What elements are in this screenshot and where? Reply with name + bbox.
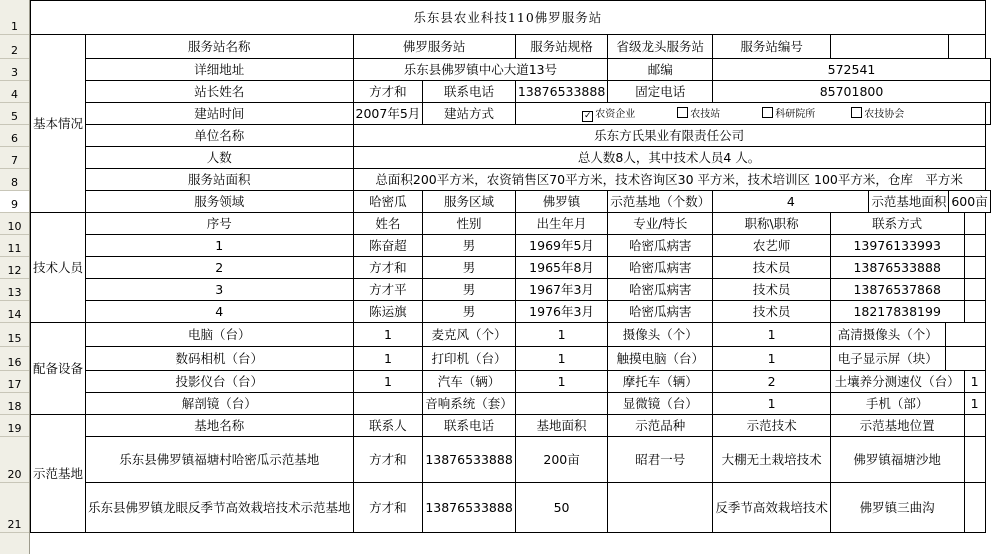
section-equip[interactable]: 配备设备 bbox=[31, 323, 86, 415]
tech-major[interactable]: 哈密瓜病害 bbox=[608, 235, 713, 257]
tech-gender[interactable]: 男 bbox=[423, 235, 516, 257]
row-number[interactable]: 14 bbox=[0, 301, 29, 323]
address-value[interactable]: 乐东县佛罗镇中心大道13号 bbox=[353, 59, 608, 81]
area-label[interactable]: 服务站面积 bbox=[86, 169, 354, 191]
equip-value[interactable]: 1 bbox=[713, 323, 831, 347]
option-agri-enterprise[interactable]: ✓ 农资企业 bbox=[584, 109, 636, 121]
fixed-phone-value[interactable]: 85701800 bbox=[713, 81, 990, 103]
row-9 bbox=[31, 191, 991, 213]
tech-contact[interactable]: 13976133993 bbox=[830, 235, 964, 257]
row-8 bbox=[31, 169, 991, 191]
row-5 bbox=[31, 103, 991, 125]
tech-birth[interactable]: 1967年3月 bbox=[515, 279, 607, 301]
option-agri-tech-association[interactable]: 农技协会 bbox=[851, 107, 904, 122]
row-number[interactable]: 21 bbox=[0, 483, 29, 533]
tech-header-gender[interactable]: 性别 bbox=[423, 213, 516, 235]
equip-label[interactable]: 触摸电脑（台） bbox=[608, 347, 713, 371]
demo-header-name[interactable]: 基地名称 bbox=[86, 415, 354, 437]
demo-phone[interactable]: 13876533888 bbox=[423, 483, 516, 533]
station-code-label[interactable]: 服务站编号 bbox=[713, 35, 831, 59]
region-value[interactable]: 佛罗镇 bbox=[515, 191, 607, 213]
demo-contact[interactable]: 方才和 bbox=[353, 437, 423, 483]
tech-no[interactable]: 2 bbox=[86, 257, 354, 279]
tech-row bbox=[31, 279, 991, 301]
demo-tech[interactable]: 大棚无土栽培技术 bbox=[713, 437, 831, 483]
unit-name-value[interactable]: 乐东方氏果业有限责任公司 bbox=[353, 125, 985, 147]
equip-value[interactable]: 1 bbox=[353, 371, 423, 393]
tech-gender[interactable]: 男 bbox=[423, 257, 516, 279]
tech-contact[interactable]: 13876533888 bbox=[830, 257, 964, 279]
equip-label[interactable]: 打印机（台） bbox=[423, 347, 516, 371]
tech-name[interactable]: 陈运旗 bbox=[353, 301, 423, 323]
area-value[interactable]: 总面积200平方米，农资销售区70平方米，技术咨询区30 平方米，技术培训区 100平方米，仓库 平方米 bbox=[353, 169, 985, 191]
row-number[interactable]: 15 bbox=[0, 323, 29, 347]
equip-label[interactable]: 麦克风（个） bbox=[423, 323, 516, 347]
equip-label[interactable]: 摄像头（个） bbox=[608, 323, 713, 347]
checkbox[interactable] bbox=[677, 107, 688, 118]
row-header-column bbox=[0, 0, 30, 554]
empty-cell[interactable] bbox=[964, 235, 985, 257]
equip-label[interactable]: 电子显示屏（块） bbox=[830, 347, 945, 371]
build-time-label[interactable]: 建站时间 bbox=[86, 103, 354, 125]
row-number[interactable]: 19 bbox=[0, 415, 29, 437]
tech-major[interactable]: 哈密瓜病害 bbox=[608, 257, 713, 279]
tech-name[interactable]: 方才平 bbox=[353, 279, 423, 301]
demo-header-tech[interactable]: 示范技术 bbox=[713, 415, 831, 437]
station-name-label[interactable]: 服务站名称 bbox=[86, 35, 354, 59]
row-2 bbox=[31, 35, 991, 59]
empty-cell[interactable] bbox=[964, 483, 985, 533]
tech-title[interactable]: 技术员 bbox=[713, 257, 831, 279]
equip-value[interactable] bbox=[515, 393, 607, 415]
base-count-value[interactable]: 4 bbox=[713, 191, 869, 213]
title-row bbox=[31, 1, 991, 35]
equip-value[interactable]: 1 bbox=[515, 347, 607, 371]
tech-header-no[interactable]: 序号 bbox=[86, 213, 354, 235]
row-number[interactable]: 9 bbox=[0, 191, 29, 213]
tech-row bbox=[31, 235, 991, 257]
field-value[interactable]: 哈密瓜 bbox=[353, 191, 423, 213]
zip-value[interactable]: 572541 bbox=[713, 59, 990, 81]
equip-row bbox=[31, 393, 991, 415]
demo-phone[interactable]: 13876533888 bbox=[423, 437, 516, 483]
base-area-value[interactable]: 600亩 bbox=[949, 191, 990, 213]
row-number[interactable]: 10 bbox=[0, 213, 29, 235]
equip-label[interactable]: 摩托车（辆） bbox=[608, 371, 713, 393]
equip-value[interactable]: 1 bbox=[713, 393, 831, 415]
demo-location[interactable]: 佛罗镇福塘沙地 bbox=[830, 437, 964, 483]
equip-value[interactable]: 1 bbox=[515, 371, 607, 393]
equip-label[interactable]: 显微镜（台） bbox=[608, 393, 713, 415]
demo-tech[interactable]: 反季节高效栽培技术 bbox=[713, 483, 831, 533]
tech-name[interactable]: 陈奋超 bbox=[353, 235, 423, 257]
checkbox-checked[interactable]: ✓ bbox=[584, 111, 592, 121]
tech-header-major[interactable]: 专业/特长 bbox=[608, 213, 713, 235]
row-number[interactable]: 7 bbox=[0, 147, 29, 169]
checkbox[interactable] bbox=[762, 107, 773, 118]
option-research-institute[interactable]: 科研院所 bbox=[762, 107, 815, 122]
tech-birth[interactable]: 1976年3月 bbox=[515, 301, 607, 323]
equip-value[interactable]: 1 bbox=[353, 323, 423, 347]
row-number[interactable]: 20 bbox=[0, 437, 29, 483]
sheet-title[interactable]: 乐东县农业科技110佛罗服务站 bbox=[31, 1, 986, 35]
row-number[interactable]: 18 bbox=[0, 393, 29, 415]
row-19 bbox=[31, 415, 991, 437]
equip-row bbox=[31, 347, 991, 371]
station-spec-value[interactable]: 省级龙头服务站 bbox=[608, 35, 713, 59]
demo-header-variety[interactable]: 示范品种 bbox=[608, 415, 713, 437]
row-7 bbox=[31, 147, 991, 169]
equip-value[interactable] bbox=[945, 323, 985, 347]
tech-no[interactable]: 4 bbox=[86, 301, 354, 323]
tech-gender[interactable]: 男 bbox=[423, 279, 516, 301]
build-mode-label[interactable]: 建站方式 bbox=[423, 103, 516, 125]
equip-label[interactable]: 手机（部） bbox=[830, 393, 964, 415]
tech-title[interactable]: 技术员 bbox=[713, 279, 831, 301]
tech-birth[interactable]: 1969年5月 bbox=[515, 235, 607, 257]
equip-value[interactable] bbox=[353, 393, 423, 415]
equip-row bbox=[31, 371, 991, 393]
demo-variety[interactable] bbox=[608, 483, 713, 533]
demo-header-contact[interactable]: 联系人 bbox=[353, 415, 423, 437]
build-time-value[interactable]: 2007年5月 bbox=[353, 103, 423, 125]
tech-major[interactable]: 哈密瓜病害 bbox=[608, 301, 713, 323]
equip-value[interactable] bbox=[945, 347, 985, 371]
row-number[interactable]: 1 bbox=[0, 1, 29, 35]
phone-value[interactable]: 13876533888 bbox=[515, 81, 607, 103]
demo-row bbox=[31, 483, 991, 533]
demo-area[interactable]: 50 bbox=[515, 483, 607, 533]
people-value[interactable]: 总人数8人，其中技术人员4 人。 bbox=[353, 147, 985, 169]
tech-contact[interactable]: 18217838199 bbox=[830, 301, 964, 323]
equip-label[interactable]: 数码相机（台） bbox=[86, 347, 354, 371]
section-basic[interactable]: 基本情况 bbox=[31, 35, 86, 213]
empty-cell[interactable] bbox=[964, 301, 985, 323]
phone-label[interactable]: 联系电话 bbox=[423, 81, 516, 103]
equip-value[interactable]: 1 bbox=[515, 323, 607, 347]
people-label[interactable]: 人数 bbox=[86, 147, 354, 169]
row-number[interactable]: 17 bbox=[0, 371, 29, 393]
tech-name[interactable]: 方才和 bbox=[353, 257, 423, 279]
tech-header-name[interactable]: 姓名 bbox=[353, 213, 423, 235]
field-label[interactable]: 服务领域 bbox=[86, 191, 354, 213]
section-tech[interactable]: 技术人员 bbox=[31, 213, 86, 323]
row-number[interactable]: 6 bbox=[0, 125, 29, 147]
station-code-value[interactable] bbox=[830, 35, 949, 59]
row-number[interactable]: 8 bbox=[0, 169, 29, 191]
option-agri-tech-station[interactable]: 农技站 bbox=[677, 107, 720, 122]
fixed-phone-label[interactable]: 固定电话 bbox=[608, 81, 713, 103]
equip-label[interactable]: 土壤养分测速仪（台） bbox=[830, 371, 964, 393]
section-demo[interactable]: 示范基地 bbox=[31, 415, 86, 533]
tech-no[interactable]: 3 bbox=[86, 279, 354, 301]
region-label[interactable]: 服务区域 bbox=[423, 191, 516, 213]
tech-row bbox=[31, 301, 991, 323]
equip-value[interactable]: 1 bbox=[713, 347, 831, 371]
row-number[interactable]: 12 bbox=[0, 257, 29, 279]
station-name-value[interactable]: 佛罗服务站 bbox=[353, 35, 515, 59]
demo-row bbox=[31, 437, 991, 483]
service-station-table bbox=[30, 0, 991, 533]
base-count-label[interactable]: 示范基地（个数） bbox=[608, 191, 713, 213]
empty-cell[interactable] bbox=[964, 415, 985, 437]
empty-cell[interactable] bbox=[985, 103, 990, 125]
row-number[interactable]: 3 bbox=[0, 59, 29, 81]
tech-header-contact[interactable]: 联系方式 bbox=[830, 213, 964, 235]
row-number[interactable]: 16 bbox=[0, 347, 29, 371]
demo-header-phone[interactable]: 联系电话 bbox=[423, 415, 516, 437]
tech-row bbox=[31, 257, 991, 279]
equip-label[interactable]: 汽车（辆） bbox=[423, 371, 516, 393]
tech-header-title[interactable]: 职称\职称 bbox=[713, 213, 831, 235]
row-number[interactable]: 2 bbox=[0, 35, 29, 59]
row-4 bbox=[31, 81, 991, 103]
head-label[interactable]: 站长姓名 bbox=[86, 81, 354, 103]
row-number[interactable]: 13 bbox=[0, 279, 29, 301]
tech-title[interactable]: 农艺师 bbox=[713, 235, 831, 257]
demo-base-name[interactable]: 乐东县佛罗镇福塘村哈密瓜示范基地 bbox=[86, 437, 354, 483]
equip-label[interactable]: 解剖镜（台） bbox=[86, 393, 354, 415]
equip-label[interactable]: 电脑（台） bbox=[86, 323, 354, 347]
base-area-label[interactable]: 示范基地面积 bbox=[869, 191, 949, 213]
equip-label[interactable]: 高清摄像头（个） bbox=[830, 323, 945, 347]
tech-contact[interactable]: 13876537868 bbox=[830, 279, 964, 301]
empty-cell[interactable] bbox=[964, 279, 985, 301]
tech-birth[interactable]: 1965年8月 bbox=[515, 257, 607, 279]
equip-label[interactable]: 音响系统（套） bbox=[423, 393, 516, 415]
row-number[interactable]: 5 bbox=[0, 103, 29, 125]
demo-contact[interactable]: 方才和 bbox=[353, 483, 423, 533]
equip-value[interactable]: 1 bbox=[353, 347, 423, 371]
equip-row bbox=[31, 323, 991, 347]
station-spec-label[interactable]: 服务站规格 bbox=[515, 35, 607, 59]
equip-label[interactable]: 投影仪台（台） bbox=[86, 371, 354, 393]
row-10 bbox=[31, 213, 991, 235]
demo-header-location[interactable]: 示范基地位置 bbox=[830, 415, 964, 437]
empty-cell[interactable] bbox=[964, 437, 985, 483]
equip-value[interactable]: 1 bbox=[964, 393, 985, 415]
equip-value[interactable]: 2 bbox=[713, 371, 831, 393]
tech-header-birth[interactable]: 出生年月 bbox=[515, 213, 607, 235]
tech-gender[interactable]: 男 bbox=[423, 301, 516, 323]
demo-base-name[interactable]: 乐东县佛罗镇龙眼反季节高效栽培技术示范基地 bbox=[86, 483, 354, 533]
empty-cell[interactable] bbox=[964, 257, 985, 279]
row-3 bbox=[31, 59, 991, 81]
empty-cell[interactable] bbox=[964, 213, 985, 235]
row-number[interactable]: 4 bbox=[0, 81, 29, 103]
form-grid bbox=[30, 0, 991, 533]
row-6 bbox=[31, 125, 991, 147]
tech-no[interactable]: 1 bbox=[86, 235, 354, 257]
address-label[interactable]: 详细地址 bbox=[86, 59, 354, 81]
empty-cell[interactable] bbox=[949, 35, 985, 59]
checkbox[interactable] bbox=[851, 107, 862, 118]
unit-name-label[interactable]: 单位名称 bbox=[86, 125, 354, 147]
tech-title[interactable]: 技术员 bbox=[713, 301, 831, 323]
demo-location[interactable]: 佛罗镇三曲沟 bbox=[830, 483, 964, 533]
head-value[interactable]: 方才和 bbox=[353, 81, 423, 103]
row-number[interactable]: 11 bbox=[0, 235, 29, 257]
tech-major[interactable]: 哈密瓜病害 bbox=[608, 279, 713, 301]
demo-area[interactable]: 200亩 bbox=[515, 437, 607, 483]
equip-value[interactable]: 1 bbox=[964, 371, 985, 393]
build-mode-options bbox=[515, 103, 985, 125]
zip-label[interactable]: 邮编 bbox=[608, 59, 713, 81]
demo-variety[interactable]: 昭君一号 bbox=[608, 437, 713, 483]
demo-header-area[interactable]: 基地面积 bbox=[515, 415, 607, 437]
